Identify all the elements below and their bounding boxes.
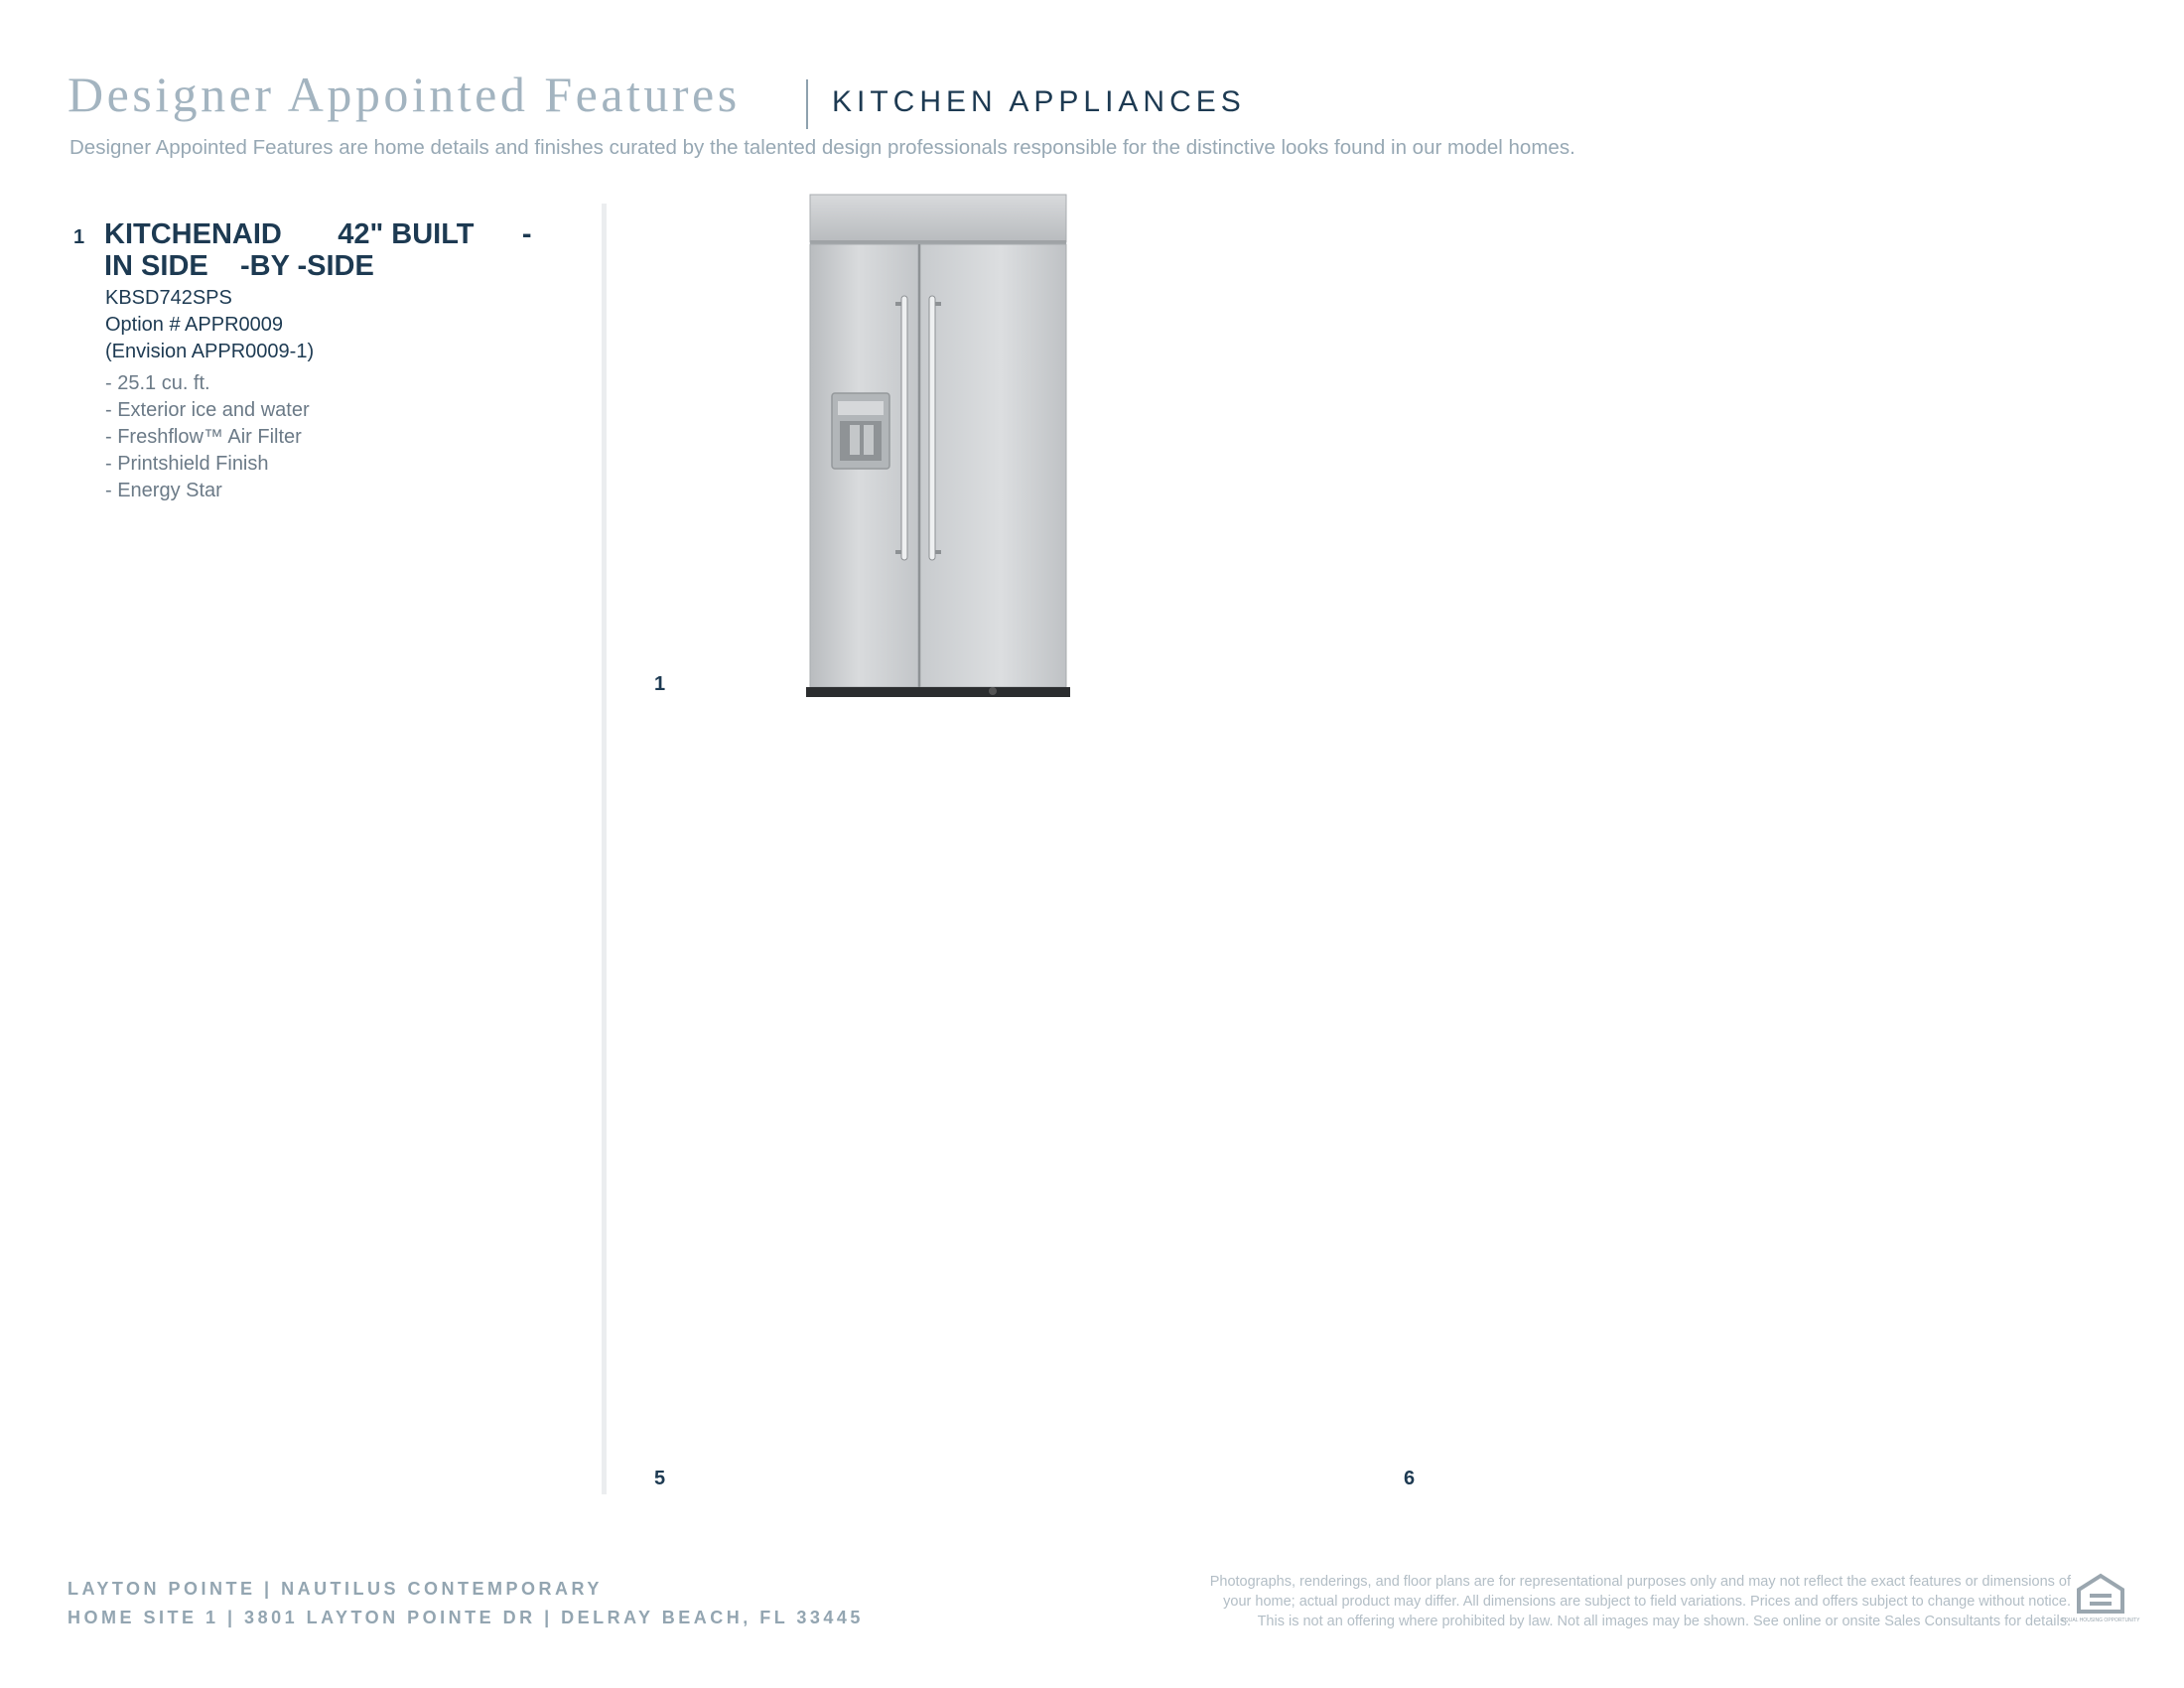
spec-item: - Energy Star — [105, 480, 222, 501]
legal-disclaimer — [1019, 1572, 2071, 1631]
feature-name — [104, 218, 561, 282]
page-title: Designer Appointed Features — [68, 67, 741, 122]
image-slot-number-5: 5 — [654, 1468, 666, 1489]
column-divider — [602, 204, 607, 1494]
feature-model: KBSD742SPS — [105, 287, 232, 309]
disclaimer-line-3: This is not an offering where prohibited by law. Not all images may be shown. See online or onsite Sales Consultants for details. — [1257, 1614, 2071, 1629]
feature-name-line-1: KITCHENAID 42" BUILT - — [104, 218, 532, 250]
spec-item: - Exterior ice and water — [105, 399, 310, 421]
footer-address: HOME SITE 1 | 3801 LAYTON POINTE DR | DELRAY BEACH, FL 33445 — [68, 1608, 864, 1627]
image-slot-number-6: 6 — [1404, 1468, 1416, 1489]
page-subtitle: Designer Appointed Features are home details and finishes curated by the talented design professionals responsible for the distinctive looks found in our model homes. — [69, 136, 1575, 159]
feature-number: 1 — [73, 226, 85, 248]
spec-item: - 25.1 cu. ft. — [105, 372, 210, 394]
image-slot-number-1: 1 — [654, 673, 666, 695]
feature-spec-list — [105, 370, 310, 504]
section-title: KITCHEN APPLIANCES — [832, 85, 1246, 118]
equal-housing-opportunity-icon — [2061, 1574, 2140, 1627]
spec-item: - Printshield Finish — [105, 453, 269, 475]
disclaimer-line-2: your home; actual product may differ. All dimensions are subject to field variations. Prices and offers subject to change without notice. — [1223, 1594, 2071, 1610]
feature-option: Option # APPR0009 — [105, 314, 284, 336]
spec-item: - Freshflow™ Air Filter — [105, 426, 302, 448]
feature-envision: (Envision APPR0009-1) — [105, 341, 315, 362]
footer-project: LAYTON POINTE | NAUTILUS CONTEMPORARY — [68, 1579, 603, 1599]
disclaimer-line-1: Photographs, renderings, and floor plans are for representational purposes only and may not reflect the exact features or dimensions of — [1209, 1574, 2071, 1590]
logo-text: EQUAL HOUSING OPPORTUNITY — [2061, 1618, 2140, 1623]
refrigerator-image — [802, 195, 1075, 701]
feature-name-line-2: IN SIDE -BY -SIDE — [104, 250, 374, 282]
title-divider — [806, 79, 808, 129]
